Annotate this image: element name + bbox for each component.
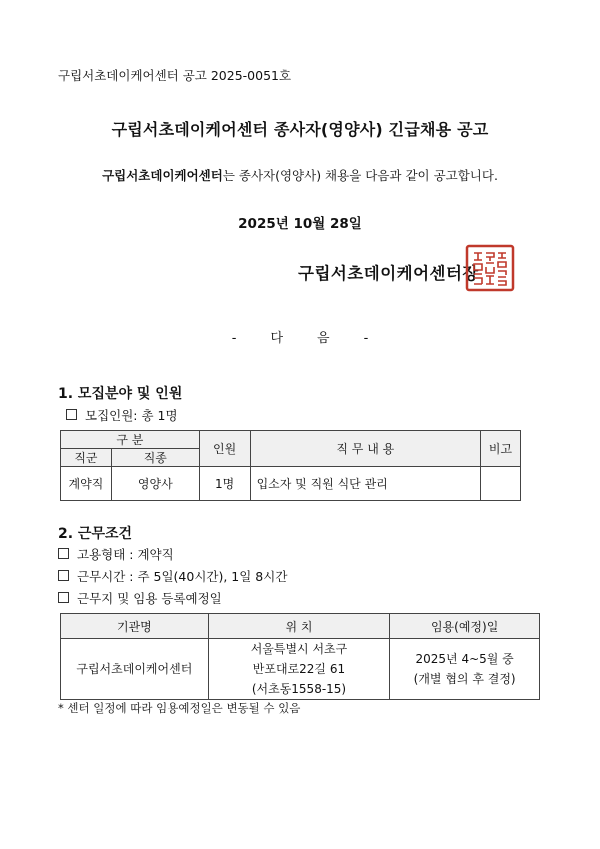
start-date-line-1: 2025년 4~5월 중 bbox=[415, 652, 514, 666]
footnote: * 센터 일정에 따라 임용예정일은 변동될 수 있음 bbox=[58, 701, 301, 715]
cell-rank: 계약직 bbox=[61, 467, 112, 501]
section1-bullet-text: 모집인원: 총 1명 bbox=[85, 408, 178, 423]
section2-bullet-1 bbox=[58, 545, 174, 563]
checkbox-icon bbox=[58, 570, 69, 581]
checkbox-icon bbox=[58, 548, 69, 559]
location-line-2: 반포대로22길 61 bbox=[252, 662, 346, 676]
cell-start-date bbox=[390, 639, 540, 700]
daum-char-2: 음 bbox=[317, 331, 330, 346]
cell-note bbox=[481, 467, 521, 501]
section2-bullet-3 bbox=[58, 589, 222, 607]
official-seal-icon bbox=[465, 244, 515, 292]
header-type: 직종 bbox=[111, 449, 199, 467]
section2-bullet-3-text: 근무지 및 임용 등록예정일 bbox=[77, 591, 222, 606]
daum-dash-left: - bbox=[231, 331, 237, 346]
page-title: 구립서초데이케어센터 종사자(영양사) 긴급채용 공고 bbox=[111, 120, 489, 139]
section1-bullet bbox=[66, 406, 178, 424]
cell-org: 구립서초데이케어센터 bbox=[61, 639, 209, 700]
announcement-date: 2025년 10월 28일 bbox=[238, 216, 362, 232]
daum-dash-right: - bbox=[363, 331, 369, 346]
header-location: 위 치 bbox=[208, 614, 390, 639]
header-note: 비고 bbox=[481, 431, 521, 467]
section2-bullet-1-text: 고용형태 : 계약직 bbox=[77, 547, 174, 562]
checkbox-icon bbox=[58, 592, 69, 603]
checkbox-icon bbox=[66, 409, 77, 420]
intro-rest: 는 종사자(영양사) 채용을 다음과 같이 공고합니다. bbox=[222, 168, 498, 183]
section2-bullet-2 bbox=[58, 567, 287, 585]
section2-bullet-2-text: 근무시간 : 주 5일(40시간), 1일 8시간 bbox=[77, 569, 288, 584]
header-duty: 직 무 내 용 bbox=[250, 431, 480, 467]
recruit-table bbox=[60, 430, 521, 501]
cell-duty: 입소자 및 직원 식단 관리 bbox=[250, 467, 480, 501]
cell-location bbox=[208, 639, 390, 700]
header-group: 구 분 bbox=[61, 431, 200, 449]
section2-heading: 2. 근무조건 bbox=[58, 526, 133, 542]
notice-number: 구립서초데이케어센터 공고 2025-0051호 bbox=[58, 68, 292, 83]
section1-heading: 1. 모집분야 및 인원 bbox=[58, 386, 183, 402]
location-line-1: 서울특별시 서초구 bbox=[250, 642, 348, 656]
intro-org: 구립서초데이케어센터 bbox=[102, 168, 223, 183]
cell-count: 1명 bbox=[199, 467, 250, 501]
header-rank: 직군 bbox=[61, 449, 112, 467]
workplace-table bbox=[60, 613, 540, 700]
header-start-date: 임용(예정)일 bbox=[390, 614, 540, 639]
header-count: 인원 bbox=[199, 431, 250, 467]
cell-type: 영양사 bbox=[111, 467, 199, 501]
header-org: 기관명 bbox=[61, 614, 209, 639]
daum-marker bbox=[0, 327, 600, 346]
start-date-line-2: (개별 협의 후 결정) bbox=[413, 672, 516, 686]
signer-name: 구립서초데이케어센터장 bbox=[298, 264, 479, 283]
daum-char-1: 다 bbox=[270, 331, 283, 346]
intro-paragraph bbox=[0, 166, 600, 184]
location-line-3: (서초동1558-15) bbox=[251, 682, 347, 696]
